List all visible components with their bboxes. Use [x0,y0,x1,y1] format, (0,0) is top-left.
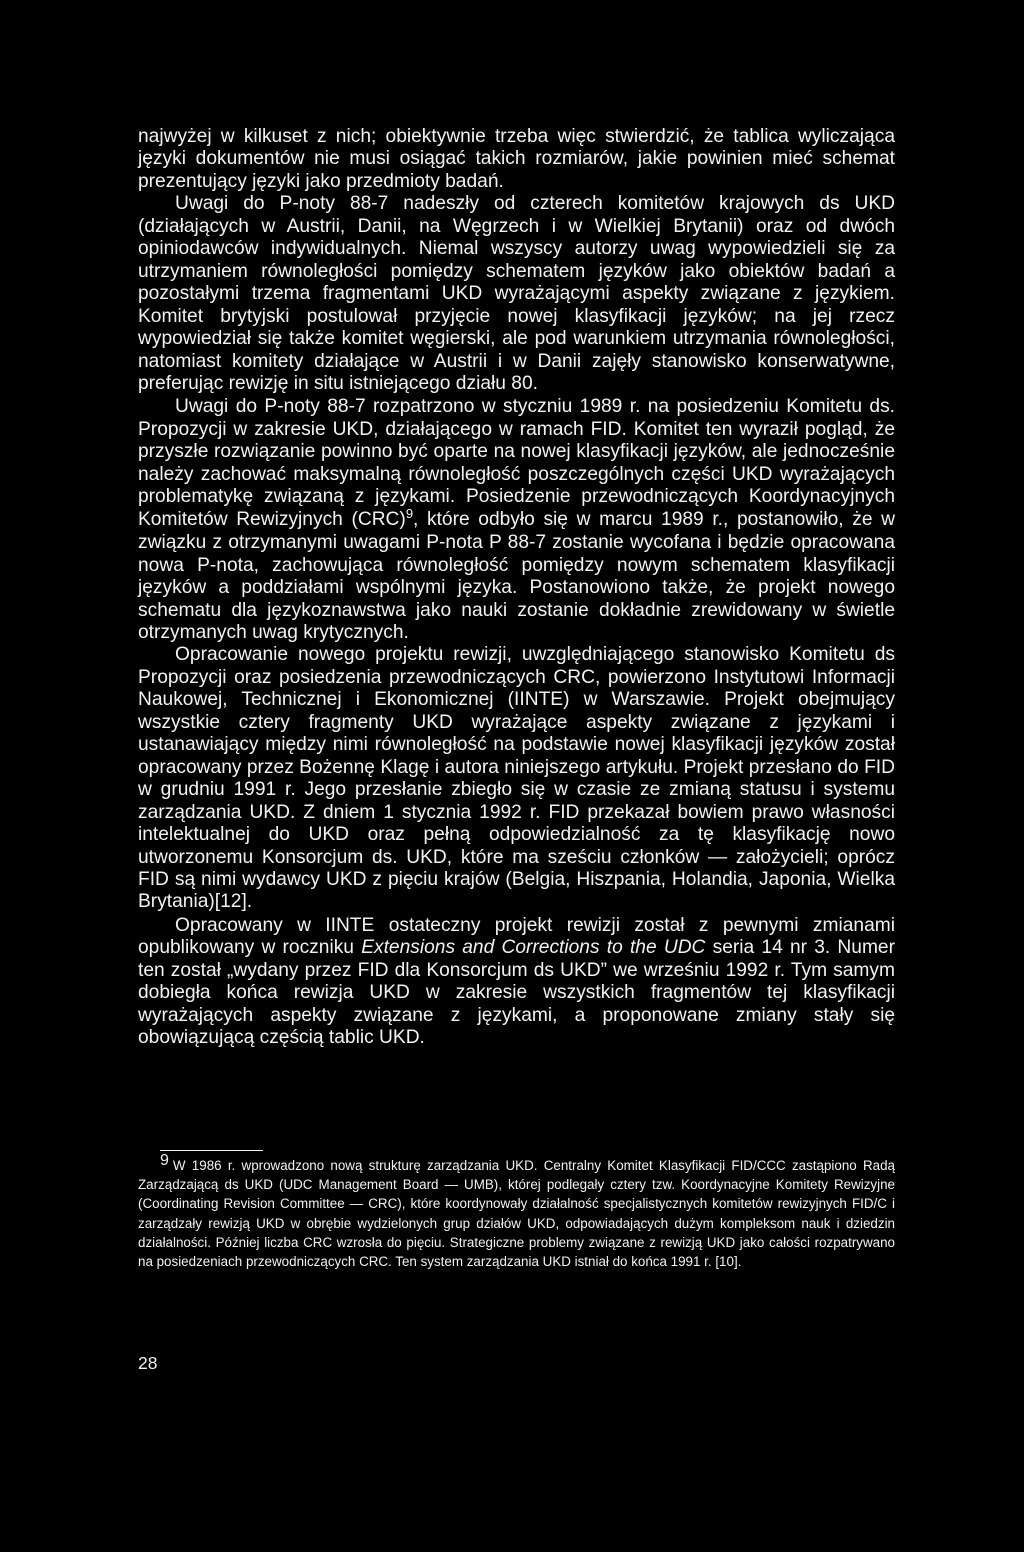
footnote-reference: 9 [405,505,414,521]
paragraph-5-text-a: Opracowany w IINTE ostateczny projekt rewizji został z pewnymi zmianami opublikowany w roczniku [138,914,895,959]
paragraph-2: Uwagi do P-noty 88-7 nadeszły od czterech komitetów krajowych ds UKD (działających w Austrii, Danii, na Węgrzech i w Wielkiej Brytanii) oraz od dwóch opiniodawców indywidualnych. Niemal wszyscy autorzy uwag wypowiedzieli się za utrzymaniem równoległości pomiędzy schematem języków jako obiektów badań a pozostałymi trzema fragmentami UKD wyrażającymi aspekty związane z językiem. Komitet brytyjski postulował przyjęcie nowej klasyfikacji języków; na jej rzecz wypowiedział się także komitet węgierski, ale pod warunkiem utrzymania równoległości, natomiast komitety działające w Austrii i w Danii zajęły stanowisko konserwatywne, preferując rewizję in situ istniejącego działu 80. [138,193,895,394]
page-number: 28 [138,1353,158,1373]
paragraph-3-text-a: Uwagi do P-noty 88-7 rozpatrzono w styczniu 1989 r. na posiedzeniu Komitetu ds. Propozycji w zakresie UKD, działającego w ramach FID. Komitet ten wyraził pogląd, że przyszłe rozwiązanie powinno być oparte na nowej klasyfikacji języków, ale jednocześnie należy zachować maksymalną równoległość poszczególnych części UKD wyrażających problematykę związaną z językami. Posiedzenie przewodniczących Koordynacyjnych Komitetów Rewizyjnych (CRC) [138,396,895,530]
paragraph-1: najwyżej w kilkuset z nich; obiektywnie trzeba więc stwierdzić, że tablica wyliczająca języki dokumentów nie musi osiągać takich rozmiarów, jakie powinien mieć schemat prezentujący języki jako przedmioty badań. [138,126,895,192]
publication-title: Extensions and Corrections to the UDC [361,937,706,959]
footnote-marker: 9 [160,1152,169,1169]
footnote-text: W 1986 r. wprowadzono nową strukturę zarządzania UKD. Centralny Komitet Klasyfikacji FID/CCC zastąpiono Radą Zarządzającą ds UKD (UDC Management Board — UMB), której podlegały cztery tzw. Koordynacyjne Komitety Rewizyjne (Coordinating Revision Committee — CRC), które koordynowały działalność specjalistycznych komitetów rewizyjnych FID/C i zarządzały rewizją UKD w obrębie wydzielonych grup działów UKD, odpowiadających dużym kompleksom nauk i dziedzin działalności. Później liczba CRC wzrosła do pięciu. Strategiczne problemy związane z rewizją UKD jako całości rozpatrywano na posiedzeniach przewodniczących CRC. Ten system zarządzania UKD istniał do końca 1991 r. [10]. [138,1158,895,1270]
paragraph-5-text-b: seria 14 nr 3. Numer ten został „wydany przez FID dla Konsorcjum ds UKD” we wrześniu 1992 r. Tym samym dobiegła końca rewizja UKD w zakresie wszystkich fragmentów tej klasyfikacji wyrażających aspekty związane z językami, a proponowane zmiany stały się obowiązującą częścią tablic UKD. [138,937,895,1049]
paragraph-4: Opracowanie nowego projektu rewizji, uwzględniającego stanowisko Komitetu ds Propozycji oraz posiedzenia przewodniczących CRC, powierzono Instytutowi Informacji Naukowej, Technicznej i Ekonomicznej (IINTE) w Warszawie. Projekt obejmujący wszystkie cztery fragmenty UKD wyrażające aspekty związane z językami i ustanawiający między nimi równoległość na podstawie nowej klasyfikacji języków został opracowany przez Bożennę Klagę i autora niniejszego artykułu. Projekt przesłano do FID w grudniu 1991 r. Jego przesłanie zbiegło się w czasie ze zmianą statusu i systemu zarządzania UKD. Z dniem 1 stycznia 1992 r. FID przekazał bowiem prawo własności intelektualnej do UKD oraz pełną odpowiedzialność za tę klasyfikację nowo utworzonemu Konsorcjum ds. UKD, które ma sześciu członków — założycieli; oprócz FID są nimi wydawcy UKD z pięciu krajów (Belgia, Hiszpania, Holandia, Japonia, Wielka Brytania)[12]. [138,644,895,913]
paragraph-3 [138,396,895,644]
body-text [138,126,895,1050]
paragraph-5 [138,915,895,1050]
footnote [138,1152,895,1271]
paragraph-3-text-b: , które odbyło się w marcu 1989 r., postanowiło, że w związku z otrzymanymi uwagami P-nota P 88-7 zostanie wycofana i będzie opracowana nowa P-nota, zachowująca równoległość pomiędzy nowym schematem klasyfikacji języków a poddziałami wspólnymi języka. Postanowiono także, że projekt nowego schematu dla językoznawstwa jako nauki zostanie dokładnie zrewidowany w świetle otrzymanych uwag krytycznych. [138,508,895,643]
footnote-divider [160,1150,263,1151]
